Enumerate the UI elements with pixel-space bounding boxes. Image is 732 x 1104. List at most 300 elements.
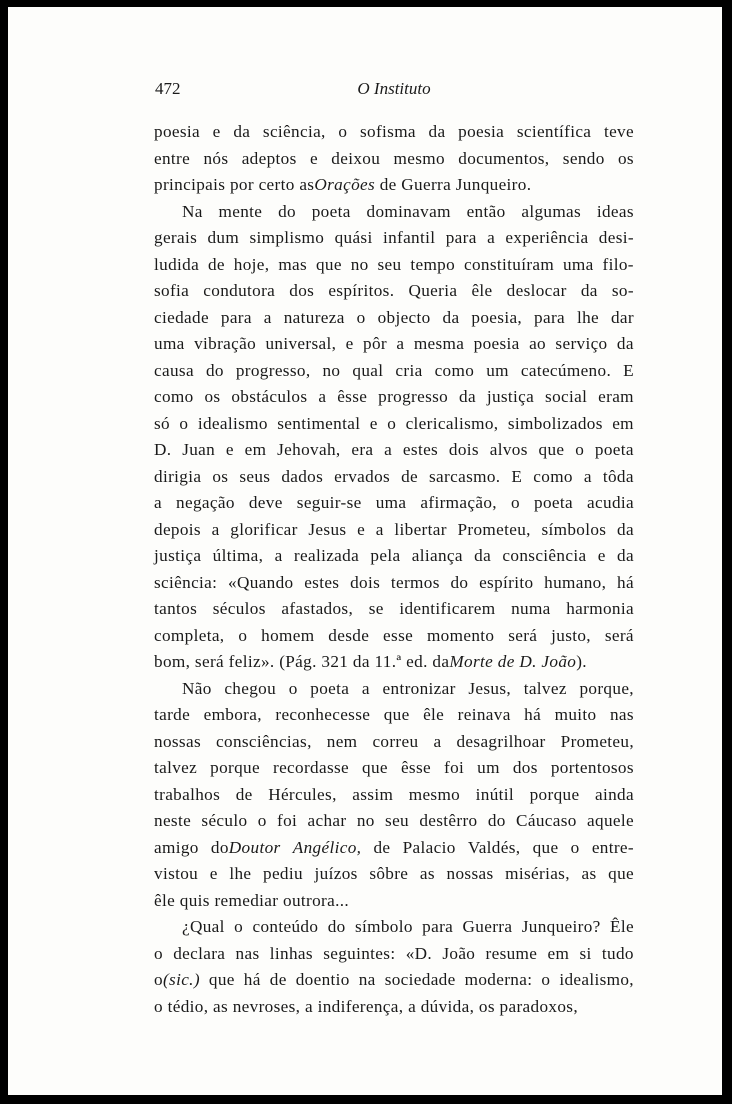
word: uma bbox=[154, 334, 185, 353]
word: a bbox=[384, 440, 393, 459]
text-line bbox=[154, 305, 634, 332]
word: certo bbox=[258, 175, 295, 194]
word: nossas bbox=[154, 731, 201, 751]
word: objecto bbox=[377, 307, 431, 327]
word: talvez bbox=[154, 758, 198, 777]
journal-title: O Instituto bbox=[357, 79, 431, 98]
word: adeptos bbox=[241, 148, 297, 168]
word: dos bbox=[512, 758, 538, 777]
word: os bbox=[212, 466, 229, 486]
word: doDoutor bbox=[210, 837, 281, 857]
word: sôbre bbox=[369, 864, 409, 883]
word: juízos bbox=[314, 864, 358, 883]
text-line bbox=[154, 172, 634, 199]
word: muito bbox=[554, 705, 597, 724]
word: Junqueiro. bbox=[455, 175, 532, 194]
word: a bbox=[211, 519, 220, 539]
word: ciedade bbox=[154, 307, 209, 327]
text-line bbox=[154, 835, 634, 862]
word: Jesus, bbox=[468, 678, 512, 698]
word: nós bbox=[203, 148, 229, 168]
text-line bbox=[154, 702, 634, 729]
word: a bbox=[408, 996, 417, 1016]
word: e bbox=[225, 440, 234, 459]
word: que bbox=[315, 254, 342, 274]
word: esse bbox=[383, 625, 414, 645]
word: identificarem bbox=[399, 599, 496, 618]
word: filo- bbox=[602, 254, 634, 274]
text-line bbox=[154, 623, 634, 650]
word: realizada bbox=[293, 546, 360, 565]
word: para bbox=[445, 228, 477, 247]
word: Hércules, bbox=[268, 784, 337, 804]
word: no bbox=[350, 254, 369, 274]
word: da bbox=[617, 546, 634, 565]
word: poeta bbox=[310, 678, 350, 698]
word: que bbox=[532, 837, 559, 857]
word: desi- bbox=[598, 228, 634, 247]
paragraph bbox=[154, 676, 634, 915]
word: estes bbox=[402, 440, 439, 459]
word: catecúmeno. bbox=[520, 360, 612, 380]
text-line bbox=[154, 411, 634, 438]
word: nas bbox=[609, 705, 634, 724]
word: justiça bbox=[154, 546, 202, 565]
word: o bbox=[570, 837, 580, 857]
word: mesmo bbox=[408, 784, 461, 804]
word: que bbox=[362, 758, 388, 777]
word: experiência bbox=[505, 228, 589, 247]
word: dois bbox=[350, 572, 381, 592]
word: e bbox=[309, 148, 318, 168]
word: ideas bbox=[596, 201, 634, 221]
word: seu bbox=[377, 254, 402, 274]
word: acudia bbox=[587, 493, 634, 512]
word: Êle bbox=[610, 917, 634, 936]
word: afirmação, bbox=[420, 493, 497, 512]
word: alvos bbox=[489, 440, 528, 459]
word: feliz». bbox=[228, 652, 275, 671]
word: inútil bbox=[475, 784, 515, 804]
word: infantil bbox=[382, 228, 436, 247]
text-line bbox=[154, 225, 634, 252]
word: poesia bbox=[458, 122, 505, 141]
word: D. bbox=[154, 440, 172, 459]
word: poesia, bbox=[471, 307, 523, 327]
word: nem bbox=[326, 731, 358, 751]
word: um bbox=[477, 758, 500, 777]
word: sciência: bbox=[154, 572, 218, 592]
word: natureza bbox=[283, 307, 345, 327]
text-line bbox=[154, 888, 634, 915]
word: em bbox=[612, 413, 634, 433]
word: sentimental bbox=[277, 413, 361, 433]
word: teve bbox=[603, 122, 634, 141]
word: a bbox=[361, 678, 370, 698]
word: outrora... bbox=[283, 890, 350, 910]
word: Junqueiro? bbox=[521, 917, 601, 936]
word: asOrações bbox=[299, 175, 376, 194]
word: a bbox=[318, 387, 327, 406]
word: seguintes: bbox=[323, 943, 396, 963]
word: que bbox=[383, 705, 410, 724]
word: clericalismo, bbox=[405, 413, 499, 433]
word: talvez bbox=[523, 678, 567, 698]
word: seguir-se bbox=[296, 493, 362, 512]
word: algumas bbox=[521, 201, 582, 221]
word: E bbox=[623, 360, 634, 380]
text-line bbox=[154, 543, 634, 570]
word: humano, bbox=[544, 572, 607, 592]
word: Jehovah, bbox=[277, 440, 341, 459]
word: Queria bbox=[408, 281, 458, 300]
word: ainda bbox=[594, 784, 634, 804]
word: seu bbox=[385, 811, 409, 830]
word: um bbox=[486, 360, 509, 380]
text-line bbox=[154, 861, 634, 888]
word: poesia bbox=[154, 122, 201, 141]
word: glorificar bbox=[230, 519, 298, 539]
text-line bbox=[154, 941, 634, 968]
word: ao bbox=[529, 334, 547, 353]
word: entre- bbox=[591, 837, 634, 857]
word: o bbox=[179, 413, 189, 433]
word: as bbox=[581, 864, 597, 883]
word: idealismo, bbox=[559, 970, 634, 989]
word: da bbox=[233, 122, 251, 141]
word: poeta bbox=[534, 493, 573, 512]
word: eram bbox=[598, 387, 634, 406]
text-line bbox=[154, 278, 634, 305]
word: quis bbox=[179, 890, 210, 910]
word: justiça bbox=[486, 387, 535, 406]
word: mesmo bbox=[393, 148, 445, 168]
word: Cáucaso bbox=[516, 811, 577, 830]
word: Na bbox=[182, 201, 203, 221]
word: reconhecesse bbox=[275, 705, 371, 724]
word: estes bbox=[304, 572, 340, 592]
word: as bbox=[213, 996, 229, 1016]
word: simbolizados bbox=[507, 413, 603, 433]
word: bom, bbox=[154, 652, 191, 671]
word: ludida bbox=[154, 254, 200, 274]
word: como bbox=[154, 387, 194, 406]
word: e bbox=[597, 546, 606, 565]
word: hoje, bbox=[233, 254, 270, 274]
word: harmonia bbox=[566, 599, 634, 618]
word: era bbox=[351, 440, 374, 459]
word: e bbox=[357, 519, 366, 539]
word: êle bbox=[471, 281, 493, 300]
word: uma bbox=[375, 493, 407, 512]
word: do bbox=[487, 811, 506, 830]
word: séculos bbox=[212, 599, 266, 618]
word: a bbox=[583, 466, 592, 486]
word: condutora bbox=[203, 281, 276, 300]
word: o bbox=[541, 970, 551, 989]
book-page bbox=[8, 7, 722, 1095]
word: mas bbox=[278, 254, 308, 274]
word: da bbox=[580, 281, 598, 300]
word: momento bbox=[426, 625, 495, 645]
word: Guerra bbox=[462, 917, 513, 936]
word: e bbox=[212, 122, 221, 141]
word: Guerra bbox=[401, 175, 452, 194]
text-line bbox=[154, 808, 634, 835]
word: entronizar bbox=[382, 678, 456, 698]
word: portentosos bbox=[550, 758, 634, 777]
word: tempo bbox=[410, 254, 456, 274]
word: no bbox=[356, 811, 375, 830]
word: desde bbox=[328, 625, 370, 645]
text-line bbox=[154, 570, 634, 597]
word: si bbox=[579, 943, 592, 963]
word: recordasse bbox=[273, 758, 350, 777]
word: de bbox=[207, 254, 225, 274]
text-line bbox=[154, 967, 634, 994]
word: última, bbox=[212, 546, 264, 565]
word: dirigia bbox=[154, 466, 202, 486]
word: tantos bbox=[154, 599, 198, 618]
word: afastados, bbox=[281, 599, 354, 618]
word: libertar bbox=[394, 519, 447, 539]
word: seus bbox=[239, 466, 271, 486]
word: dum bbox=[207, 228, 240, 247]
word: social bbox=[545, 387, 588, 406]
word: e bbox=[209, 864, 218, 883]
word: (Pág. bbox=[279, 652, 317, 671]
word: o bbox=[154, 943, 163, 963]
word: a bbox=[263, 307, 272, 327]
word: dados bbox=[281, 466, 324, 486]
word: resume bbox=[485, 943, 538, 963]
word: justo, bbox=[551, 625, 591, 645]
word: da bbox=[616, 334, 634, 353]
word: aquele bbox=[587, 811, 634, 830]
text-line bbox=[154, 755, 634, 782]
word: poesia bbox=[473, 334, 520, 353]
paragraph bbox=[154, 914, 634, 1020]
word: do bbox=[450, 572, 469, 592]
word: progresso, bbox=[235, 360, 311, 380]
word: o(sic.) bbox=[154, 970, 200, 989]
word: consciência bbox=[502, 546, 587, 565]
text-line bbox=[154, 252, 634, 279]
text-line bbox=[154, 199, 634, 226]
word: o bbox=[154, 996, 163, 1016]
word: mente bbox=[218, 201, 263, 221]
text-line bbox=[154, 517, 634, 544]
word: vibração bbox=[194, 334, 257, 353]
word: do bbox=[327, 917, 346, 936]
word: linhas bbox=[269, 943, 313, 963]
word: na bbox=[358, 970, 376, 989]
word: numa bbox=[511, 599, 551, 618]
word: foi bbox=[277, 811, 298, 830]
word: as bbox=[419, 864, 435, 883]
text-line bbox=[154, 596, 634, 623]
word: sociedade bbox=[384, 970, 456, 989]
word: os bbox=[478, 996, 495, 1016]
word: reinava bbox=[457, 705, 511, 724]
word: João bbox=[442, 943, 476, 963]
word: ervados bbox=[334, 466, 391, 486]
word: da bbox=[352, 652, 370, 671]
word: de bbox=[373, 837, 391, 857]
word: então bbox=[466, 201, 506, 221]
word: so- bbox=[611, 281, 634, 300]
word: «Quando bbox=[228, 572, 294, 592]
word: se bbox=[368, 599, 384, 618]
word: de bbox=[497, 652, 515, 671]
word: o bbox=[575, 440, 585, 459]
text-line bbox=[154, 437, 634, 464]
word: obstáculos bbox=[231, 387, 308, 406]
word: João). bbox=[541, 652, 587, 671]
word: como bbox=[533, 466, 573, 486]
word: nas bbox=[235, 943, 260, 963]
word: espíritos. bbox=[328, 281, 395, 300]
word: e bbox=[369, 413, 378, 433]
word: 11.ª bbox=[374, 652, 402, 671]
page-number: 472 bbox=[155, 79, 181, 98]
word: correu bbox=[372, 731, 419, 751]
word: que bbox=[538, 440, 565, 459]
word: porque bbox=[529, 784, 580, 804]
word: deixou bbox=[331, 148, 381, 168]
word: ed. bbox=[406, 652, 428, 671]
word: dos bbox=[289, 281, 315, 300]
word: qual bbox=[352, 360, 384, 380]
word: uma bbox=[562, 254, 594, 274]
word: o bbox=[387, 413, 397, 433]
text-line bbox=[154, 676, 634, 703]
paragraph bbox=[154, 119, 634, 199]
word: porque, bbox=[579, 678, 634, 698]
word: misérias, bbox=[505, 864, 570, 883]
word: Jesus bbox=[308, 519, 347, 539]
word: da bbox=[442, 307, 460, 327]
word: para bbox=[220, 307, 252, 327]
word: causa bbox=[154, 360, 194, 380]
word: cria bbox=[395, 360, 423, 380]
word: século bbox=[201, 811, 248, 830]
word: da bbox=[617, 519, 634, 539]
word: o bbox=[288, 678, 298, 698]
text-line bbox=[154, 649, 634, 676]
text-line bbox=[154, 914, 634, 941]
word: indiferença, bbox=[317, 996, 404, 1016]
word: êsse bbox=[337, 387, 368, 406]
word: êle bbox=[154, 890, 176, 910]
word: da bbox=[459, 387, 476, 406]
word: de bbox=[235, 784, 253, 804]
word: o bbox=[257, 811, 267, 830]
word: pediu bbox=[263, 864, 303, 883]
word: deve bbox=[248, 493, 283, 512]
word: completa, bbox=[154, 625, 225, 645]
word: da bbox=[474, 546, 492, 565]
word: que bbox=[208, 970, 235, 989]
word: poeta bbox=[311, 201, 351, 221]
word: destêrro bbox=[419, 811, 478, 830]
running-header bbox=[155, 79, 633, 103]
word: documentos, bbox=[458, 148, 550, 168]
word: a bbox=[433, 731, 442, 751]
word: será bbox=[194, 652, 224, 671]
word: Prometeu, bbox=[560, 731, 634, 751]
word: scientífica bbox=[516, 122, 592, 141]
word: a bbox=[487, 228, 496, 247]
word: no bbox=[322, 360, 341, 380]
word: Não bbox=[182, 678, 212, 698]
word: dar bbox=[610, 307, 634, 327]
text-line bbox=[154, 146, 634, 173]
word: depois bbox=[154, 519, 201, 539]
body-text bbox=[154, 119, 634, 1020]
word: D. bbox=[519, 652, 537, 671]
word: será bbox=[604, 625, 634, 645]
word: chegou bbox=[224, 678, 277, 698]
word: símbolo bbox=[354, 917, 413, 936]
word: há bbox=[617, 572, 634, 592]
word: Angélico, bbox=[292, 837, 362, 857]
word: tédio, bbox=[167, 996, 209, 1016]
word: em bbox=[547, 943, 570, 963]
word: declara bbox=[173, 943, 226, 963]
word: para bbox=[422, 917, 454, 936]
word: Valdés, bbox=[467, 837, 521, 857]
word: simplismo bbox=[249, 228, 325, 247]
word: do bbox=[278, 201, 296, 221]
word: que bbox=[608, 864, 634, 883]
word: homem bbox=[261, 625, 315, 645]
word: achar bbox=[307, 811, 347, 830]
word: aliança bbox=[411, 546, 463, 565]
word: êsse bbox=[400, 758, 431, 777]
word: do bbox=[205, 360, 224, 380]
text-line bbox=[154, 782, 634, 809]
word: tarde bbox=[154, 705, 191, 724]
word: lhe bbox=[229, 864, 252, 883]
word: lhe bbox=[576, 307, 599, 327]
word: de bbox=[401, 466, 419, 486]
word: há bbox=[243, 970, 261, 989]
word: poeta bbox=[594, 440, 634, 459]
word: o bbox=[510, 493, 520, 512]
word: símbolos bbox=[541, 519, 607, 539]
word: assim bbox=[352, 784, 394, 804]
word: principais bbox=[154, 175, 226, 194]
paragraph bbox=[154, 199, 634, 676]
word: porque bbox=[210, 758, 260, 777]
word: Prometeu, bbox=[457, 519, 531, 539]
word: a bbox=[154, 493, 162, 512]
word: negação bbox=[176, 493, 235, 512]
word: a bbox=[396, 334, 405, 353]
word: só bbox=[154, 413, 170, 433]
text-line bbox=[154, 331, 634, 358]
word: êle bbox=[423, 705, 445, 724]
word: dois bbox=[448, 440, 479, 459]
word: dominavam bbox=[366, 201, 451, 221]
word: moderna: bbox=[464, 970, 533, 989]
word: entre bbox=[154, 148, 191, 168]
word: o bbox=[356, 307, 366, 327]
word: daMorte bbox=[432, 652, 494, 671]
word: gerais bbox=[154, 228, 198, 247]
word: em bbox=[244, 440, 267, 459]
